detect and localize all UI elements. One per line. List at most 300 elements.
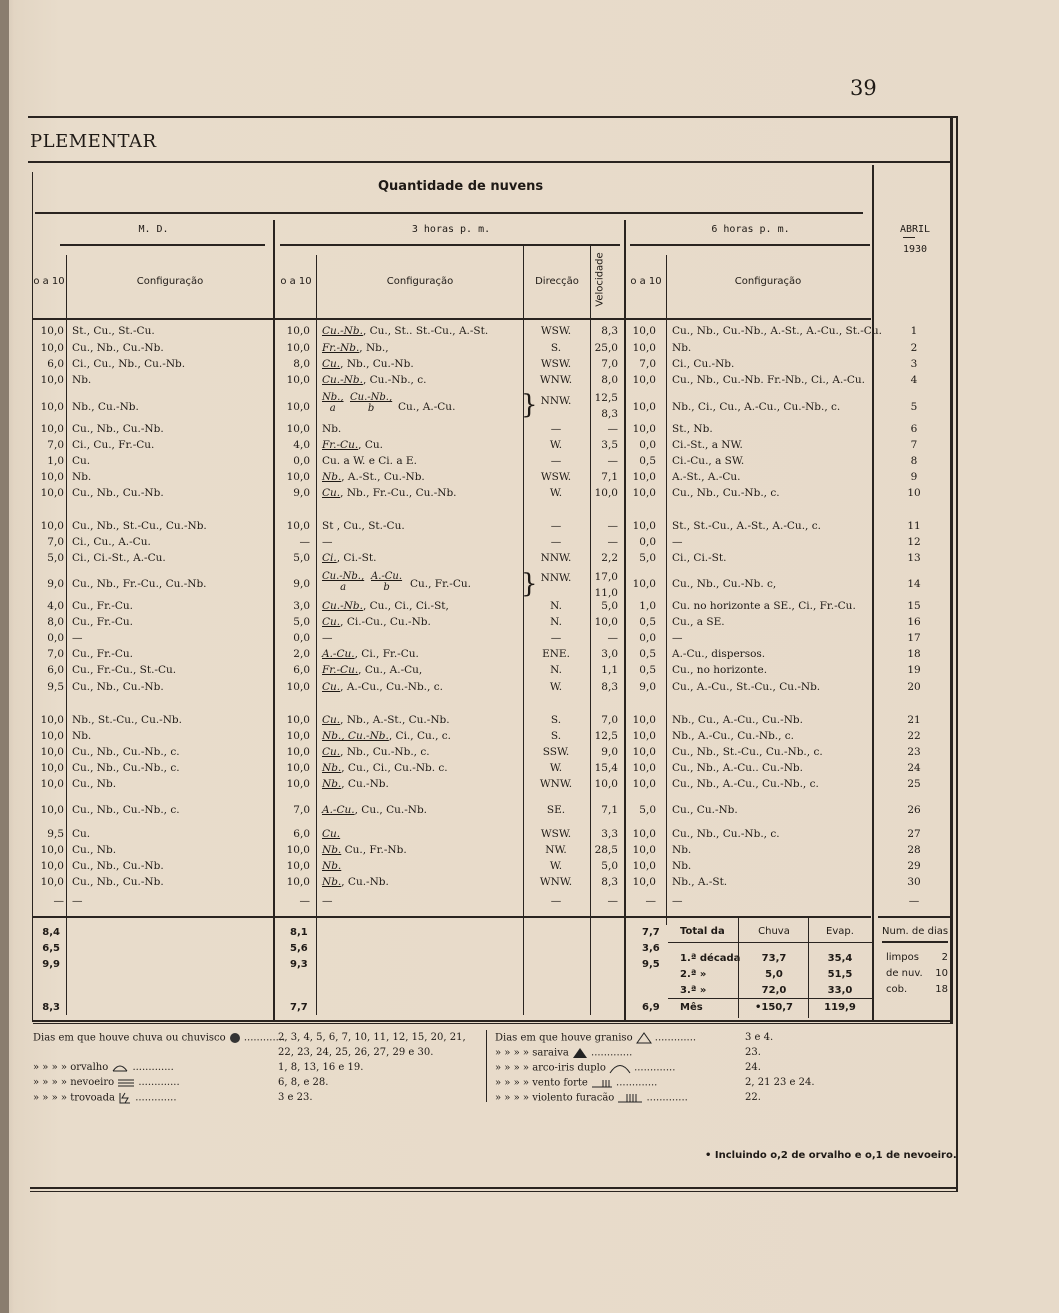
day-col-bottom-rule [878, 916, 950, 918]
md-amount: 9,5 [47, 828, 64, 840]
md-amount: 7,0 [47, 439, 64, 451]
md-amount: 9,5 [47, 681, 64, 693]
footnote-value: 22, 23, 24, 25, 26, 27, 29 e 30. [278, 1047, 434, 1058]
md-config: Cu., Nb. [72, 844, 117, 856]
rainbow-icon [609, 1063, 631, 1074]
pm6-group-rule [630, 244, 870, 246]
md-group-rule [60, 244, 265, 246]
frac-5-tail: Cu., A.-Cu. [398, 401, 456, 413]
wind-direction: N. [550, 616, 562, 628]
p6-mean-2: 3,6 [642, 943, 660, 954]
p6-amount: 0,0 [639, 439, 656, 451]
p3-config-main: Fr.-Cu. [322, 664, 359, 676]
p6-config: Cu., Nb., St.-Cu., Cu.-Nb., c. [672, 746, 823, 758]
wind-icon [591, 1078, 613, 1089]
page-binding-edge [0, 0, 9, 1313]
month-rule [903, 237, 915, 238]
day-number: 12 [907, 536, 921, 548]
p6-amount: 10,0 [632, 487, 656, 499]
day-number: 26 [907, 804, 921, 816]
md-config: Cu., Nb., Cu.-Nb., c. [72, 804, 180, 816]
wind-speed: 2,2 [601, 552, 618, 564]
p3-config [322, 374, 426, 387]
group-3pm: 3 horas p. m. [411, 224, 491, 235]
footnote-value: 23. [745, 1047, 761, 1058]
col-speed: Velocidade [594, 252, 606, 307]
p6-config: — [672, 632, 683, 644]
leader-dots: ............. [587, 1047, 633, 1059]
md-config: Cu., Nb. [72, 778, 117, 790]
wind-speed: 9,0 [601, 746, 618, 758]
wind-direction: W. [549, 439, 563, 451]
p6-config: Cu., Nb., A.-Cu., Cu.-Nb., c. [672, 778, 819, 790]
md-config: Cu., Nb., St.-Cu., Cu.-Nb. [72, 520, 207, 532]
p6-amount: 10,0 [632, 746, 656, 758]
md-amount: 10,0 [40, 762, 64, 774]
p6-config: Ci., Ci.-St. [672, 552, 727, 564]
md-config: Cu., Nb., Cu.-Nb., c. [72, 746, 180, 758]
p6-config: Cu., Nb., A.-Cu.. Cu.-Nb. [672, 762, 803, 774]
md-amount: 5,0 [47, 552, 64, 564]
md-config: Cu. [72, 455, 91, 467]
wind-speed: — [607, 632, 618, 644]
wind-speed: 15,4 [594, 762, 618, 774]
day-number: 27 [907, 828, 921, 840]
vel-14-bot: 11,0 [594, 587, 618, 599]
vrule-3 [316, 255, 317, 1015]
p6-config: Cu., Nb., Cu.-Nb., c. [672, 828, 780, 840]
wind-direction: W. [549, 860, 563, 872]
md-mean-month: 8,3 [42, 1002, 60, 1013]
wind-speed: 1,1 [601, 664, 618, 676]
days-value: 18 [935, 984, 948, 995]
day-number: 16 [907, 616, 921, 628]
wind-speed: 8,3 [601, 325, 618, 337]
col-md-scale: o a 10 [33, 276, 65, 287]
header-rule [28, 161, 951, 163]
p6-amount: 5,0 [639, 804, 656, 816]
fog-icon [117, 1077, 135, 1088]
header-bottom-rule [33, 318, 871, 320]
md-config: Cu., Nb., Cu.-Nb. [72, 423, 164, 435]
p6-amount: 10,0 [632, 762, 656, 774]
p6-config: Ci.-St., a NW. [672, 439, 743, 451]
wind-direction: W. [549, 762, 563, 774]
p3-amount: 10,0 [286, 844, 310, 856]
day-number: 14 [907, 578, 921, 590]
wind-speed: 25,0 [594, 342, 618, 354]
p6-config: Cu., Cu.-Nb. [672, 804, 738, 816]
p3-config-rest: , Ci., Fr.-Cu. [354, 648, 419, 660]
p3-mean-2: 5,6 [290, 943, 308, 954]
footer-top-rule [33, 1020, 953, 1022]
p3-config-rest: , Nb., [359, 342, 389, 354]
p3-config-rest: , A.-Cu., Cu.-Nb., c. [340, 681, 443, 693]
footnote-label-text: » » » » saraiva [495, 1047, 569, 1059]
wind-speed: 3,3 [601, 828, 618, 840]
wind-direction: W. [549, 681, 563, 693]
footnote-label-text: » » » » nevoeiro [33, 1077, 115, 1088]
md-config: Ci., Cu., Nb., Cu.-Nb. [72, 358, 186, 370]
day-number: 28 [907, 844, 921, 856]
day-number: 15 [907, 600, 921, 612]
rain-dot-icon [229, 1033, 241, 1044]
p6-amount: — [645, 895, 656, 907]
footnote-value: 2, 3, 4, 5, 6, 7, 10, 11, 12, 15, 20, 21, [278, 1032, 466, 1043]
day-number: 20 [907, 681, 921, 693]
body-bottom-rule [33, 916, 871, 918]
p6-config: Nb., Cu., A.-Cu., Cu.-Nb. [672, 714, 803, 726]
days-label: cob. [886, 984, 908, 995]
md-amount: 10,0 [40, 471, 64, 483]
top-rule [28, 116, 956, 118]
md-config: Cu., Fr.-Cu., St.-Cu. [72, 664, 177, 676]
footnote-label [495, 1062, 675, 1074]
wind-direction: — [550, 895, 562, 907]
md-config: Cu., Nb., Cu.-Nb., c. [72, 762, 180, 774]
p6-config: Nb., Ci., Cu., A.-Cu., Cu.-Nb., c. [672, 401, 841, 413]
wind-direction: NNW. [540, 572, 572, 584]
p3-amount: 5,0 [293, 616, 310, 628]
p3-config-rest: Nb. [322, 423, 342, 435]
p3-config-rest: , A.-St., Cu.-Nb. [341, 471, 425, 483]
wind-direction: S. [550, 730, 562, 742]
p3-config [322, 536, 333, 549]
p3-config [322, 746, 430, 759]
p3-config-main: Nb., Cu.-Nb. [322, 730, 389, 742]
footnote-value: 2, 21 23 e 24. [745, 1077, 815, 1088]
rain-total: •150,7 [754, 1002, 794, 1013]
p3-config-main: Nb. [322, 778, 342, 790]
page-number: 39 [850, 76, 877, 100]
footnote-label [495, 1077, 657, 1089]
p3-config-rest: Cu. a W. e Ci. a E. [322, 455, 417, 467]
p6-amount: 10,0 [632, 520, 656, 532]
p3-config [322, 804, 427, 817]
p3-amount: — [299, 895, 310, 907]
days-header: Num. de dias [882, 926, 949, 937]
p3-config-rest: , Cu., Ci., Cu.-Nb. c. [341, 762, 448, 774]
p3-amount: 10,0 [286, 860, 310, 872]
wind-speed: — [607, 455, 618, 467]
p3-config-main: Cu.-Nb. [322, 600, 363, 612]
right-border [950, 116, 953, 1024]
p6-amount: 9,0 [639, 681, 656, 693]
md-config: Ci., Ci.-St., A.-Cu. [72, 552, 166, 564]
day-number: 10 [907, 487, 921, 499]
day-number: 9 [910, 471, 918, 483]
md-config: Cu., Fr.-Cu. [72, 600, 133, 612]
wind-direction: — [550, 632, 562, 644]
md-amount: 7,0 [47, 648, 64, 660]
wind-direction: SSW. [542, 746, 570, 758]
footnote-label [33, 1032, 285, 1044]
p3-amount: 0,0 [293, 632, 310, 644]
wind-speed: 10,0 [594, 778, 618, 790]
footnote-label [33, 1062, 174, 1073]
p3-amount: 3,0 [293, 600, 310, 612]
wind-speed: 28,5 [594, 844, 618, 856]
wind-direction: WNW. [539, 374, 573, 386]
wind-speed: 8,3 [601, 876, 618, 888]
p6-amount: 0,5 [639, 455, 656, 467]
wind-direction: N. [550, 664, 562, 676]
evap-header: Evap. [826, 926, 854, 937]
p6-config: — [672, 536, 683, 548]
md-config: Cu., Fr.-Cu. [72, 616, 133, 628]
p3-config [322, 439, 383, 452]
p3-config-main: Cu. [322, 681, 341, 693]
wind-speed: 8,3 [601, 681, 618, 693]
p3-config-main: A.-Cu. [322, 804, 355, 816]
md-config: Cu. [72, 828, 91, 840]
p3-amount: 10,0 [286, 730, 310, 742]
wind-direction: NNW. [540, 552, 572, 564]
p3-config-rest: , Cu.-Nb., c. [362, 374, 427, 386]
footnote-value: 22. [745, 1092, 761, 1103]
p6-amount: 10,0 [632, 714, 656, 726]
md-amount: 0,0 [47, 632, 64, 644]
p6-amount: 10,0 [632, 828, 656, 840]
p6-amount: 0,5 [639, 648, 656, 660]
wind-direction: S. [550, 714, 562, 726]
p3-config [322, 648, 419, 661]
wind-direction: WSW. [540, 828, 572, 840]
md-config: Cu., Nb., Cu.-Nb. [72, 487, 164, 499]
p3-config-rest: — [322, 895, 333, 907]
p3-config-main: Cu. [322, 828, 341, 840]
p3-config [322, 714, 450, 727]
evap-total: 35,4 [827, 953, 853, 964]
p3-amount: — [299, 536, 310, 548]
p3-config-rest: , Nb., Fr.-Cu., Cu.-Nb. [340, 487, 457, 499]
p6-amount: 5,0 [639, 552, 656, 564]
wind-speed: 5,0 [601, 860, 618, 872]
day-number: 6 [910, 423, 918, 435]
p6-amount: 0,0 [639, 536, 656, 548]
md-mean-2: 6,5 [42, 943, 60, 954]
p3-config-rest: St , Cu., St.-Cu. [322, 520, 405, 532]
rain-header: Chuva [758, 926, 790, 937]
vrule-2 [273, 220, 275, 1020]
p3-config [322, 876, 389, 889]
md-amount: 7,0 [47, 536, 64, 548]
footnote-label-text: » » » » orvalho [33, 1062, 109, 1073]
p6-config: Cu., a SE. [672, 616, 725, 628]
wind-direction: W. [549, 487, 563, 499]
md-amount: — [53, 895, 64, 907]
wind-speed: 3,5 [601, 439, 618, 451]
footnote-label [33, 1092, 177, 1104]
wind-speed: 10,0 [594, 616, 618, 628]
p3-amount: 8,0 [293, 358, 310, 370]
md-config: Ci., Cu., A.-Cu. [72, 536, 151, 548]
footnote-value: 24. [745, 1062, 761, 1073]
wind-speed: 8,0 [601, 374, 618, 386]
frac-5a: $\frac{Nb.,}{a}$ [322, 392, 344, 414]
p3-config [322, 455, 417, 468]
frac-14a: $\frac{Cu.-Nb.,}{a}$ [322, 571, 365, 593]
leader-dots: ............. [651, 1032, 697, 1044]
day-number: 23 [907, 746, 921, 758]
p3-config [322, 730, 451, 743]
leader-dots: ............. [132, 1092, 177, 1104]
p6-amount: 10,0 [632, 374, 656, 386]
md-amount: 10,0 [40, 487, 64, 499]
md-amount: 10,0 [40, 325, 64, 337]
p6-amount: 10,0 [632, 860, 656, 872]
outer-right-border [956, 116, 958, 1191]
p3-amount: 10,0 [286, 471, 310, 483]
md-config: — [72, 632, 83, 644]
md-config: Ci., Cu., Fr.-Cu. [72, 439, 155, 451]
day-number: 11 [907, 520, 921, 532]
p3-config-main: Ci. [322, 552, 337, 564]
p3-config-rest: , Nb., Cu.-Nb., c. [340, 746, 430, 758]
wind-speed: — [607, 520, 618, 532]
p6-config: — [672, 895, 683, 907]
md-amount: 10,0 [40, 342, 64, 354]
day-number: 3 [910, 358, 918, 370]
period-label: 1.ª década [680, 953, 741, 964]
p3-amount: 10,0 [286, 374, 310, 386]
p3-config-main: Fr.-Cu. [322, 439, 359, 451]
vrule-rain [738, 918, 739, 1018]
wind-speed: 5,0 [601, 600, 618, 612]
p3-config [322, 358, 414, 371]
days-label: de nuv. [886, 968, 923, 979]
period-label: Mês [680, 1002, 703, 1013]
total-header: Total da [680, 926, 725, 937]
vrule-evap [808, 918, 809, 1018]
p3-amount: 2,0 [293, 648, 310, 660]
footnote-label-text: » » » » trovoada [33, 1092, 116, 1104]
vrule-5 [590, 245, 591, 1015]
days-value: 2 [941, 952, 948, 963]
wind-direction: NW. [545, 844, 567, 856]
md-config: Cu., Nb., Fr.-Cu., Cu.-Nb. [72, 578, 207, 590]
wind-direction: WNW. [539, 778, 573, 790]
wind-speed: 10,0 [594, 487, 618, 499]
p3-mean-month: 7,7 [290, 1002, 308, 1013]
col-3pm-scale: o a 10 [280, 276, 312, 287]
md-config: Cu., Nb., Cu.-Nb. [72, 860, 164, 872]
year-label: 1930 [902, 244, 928, 255]
p6-amount: 10,0 [632, 778, 656, 790]
footnote-label [495, 1092, 688, 1104]
p3-config [322, 520, 405, 533]
col-md-config: Configuração [136, 276, 204, 287]
wind-direction: S. [550, 342, 562, 354]
p6-amount: 10,0 [632, 471, 656, 483]
footnote-label [495, 1047, 632, 1059]
wind-direction: SE. [546, 804, 566, 816]
wind-direction: WSW. [540, 358, 572, 370]
md-config: Nb., St.-Cu., Cu.-Nb. [72, 714, 182, 726]
leader-dots: ............. [135, 1077, 180, 1088]
p3-amount: 10,0 [286, 342, 310, 354]
p6-amount: 0,0 [639, 632, 656, 644]
day-number: 7 [910, 439, 918, 451]
p3-amount: 10,0 [286, 714, 310, 726]
p6-amount: 0,5 [639, 616, 656, 628]
md-amount: 9,0 [47, 578, 64, 590]
day-number: 17 [907, 632, 921, 644]
p3-config-rest: — [322, 632, 333, 644]
p3-config-rest: , Ci.-Cu., Cu.-Nb. [340, 616, 431, 628]
table-title: Quantidade de nuvens [378, 179, 544, 194]
p6-config: Cu., A.-Cu., St.-Cu., Cu.-Nb. [672, 681, 821, 693]
p3-amount: 10,0 [286, 762, 310, 774]
vrule-7 [666, 255, 667, 925]
p3-config-main: Cu. [322, 358, 341, 370]
footnote-label [33, 1077, 180, 1088]
frac-14-tail: Cu., Fr.-Cu. [410, 578, 471, 590]
md-amount: 4,0 [47, 600, 64, 612]
period-label: 3.ª » [680, 985, 707, 996]
md-mean-1: 8,4 [42, 927, 60, 938]
p6-config: Cu., no horizonte. [672, 664, 768, 676]
footnote-label-text: Dias em que houve chuva ou chuvisco [33, 1032, 226, 1044]
p6-amount: 7,0 [639, 358, 656, 370]
p3-amount: 10,0 [286, 520, 310, 532]
wind-speed: 12,5 [594, 730, 618, 742]
p3-amount: 10,0 [286, 746, 310, 758]
p6-config: Nb. [672, 342, 692, 354]
day-number: 2 [910, 342, 918, 354]
pm3-group-rule [280, 244, 620, 246]
p3-amount: 7,0 [293, 804, 310, 816]
hail-icon [636, 1033, 652, 1044]
col-direction: Direcção [535, 276, 579, 287]
p6-config: Nb., A.-Cu., Cu.-Nb., c. [672, 730, 795, 742]
md-amount: 10,0 [40, 401, 64, 413]
p3-amount: 10,0 [286, 423, 310, 435]
day-number: 24 [907, 762, 921, 774]
leader-dots: ............. [129, 1062, 174, 1073]
md-config: Cu., Nb., Cu.-Nb. [72, 681, 164, 693]
day-number: — [908, 895, 920, 907]
wind-direction: NNW. [540, 395, 572, 407]
wind-direction: — [550, 423, 562, 435]
p3-config-rest: , Ci., Cu., c. [388, 730, 451, 742]
totals-month-rule [668, 998, 872, 999]
p3-config-rest: , Cu.-Nb. [341, 778, 389, 790]
p3-config [322, 487, 457, 500]
p3-config-rest: , Cu.-Nb. [341, 876, 389, 888]
day-number: 8 [910, 455, 918, 467]
md-amount: 10,0 [40, 804, 64, 816]
p3-config-main: Nb. [322, 860, 342, 872]
wind-speed: 7,0 [601, 714, 618, 726]
p3-config-rest: — [322, 536, 333, 548]
wind-direction: WNW. [539, 876, 573, 888]
md-config: Cu., Nb., Cu.-Nb. [72, 342, 164, 354]
p6-config: Cu., Nb., Cu.-Nb. c, [672, 578, 777, 590]
p3-amount: 6,0 [293, 828, 310, 840]
md-amount: 10,0 [40, 876, 64, 888]
p3-config [322, 616, 431, 629]
md-amount: 10,0 [40, 844, 64, 856]
bottom-rule-2 [30, 1191, 958, 1192]
wind-direction: WSW. [540, 325, 572, 337]
md-config: Nb. [72, 730, 92, 742]
wind-direction: — [550, 536, 562, 548]
p3-config [322, 860, 341, 873]
day-number: 19 [907, 664, 921, 676]
evap-total: 33,0 [827, 985, 853, 996]
running-head: PLEMENTAR [30, 131, 157, 152]
